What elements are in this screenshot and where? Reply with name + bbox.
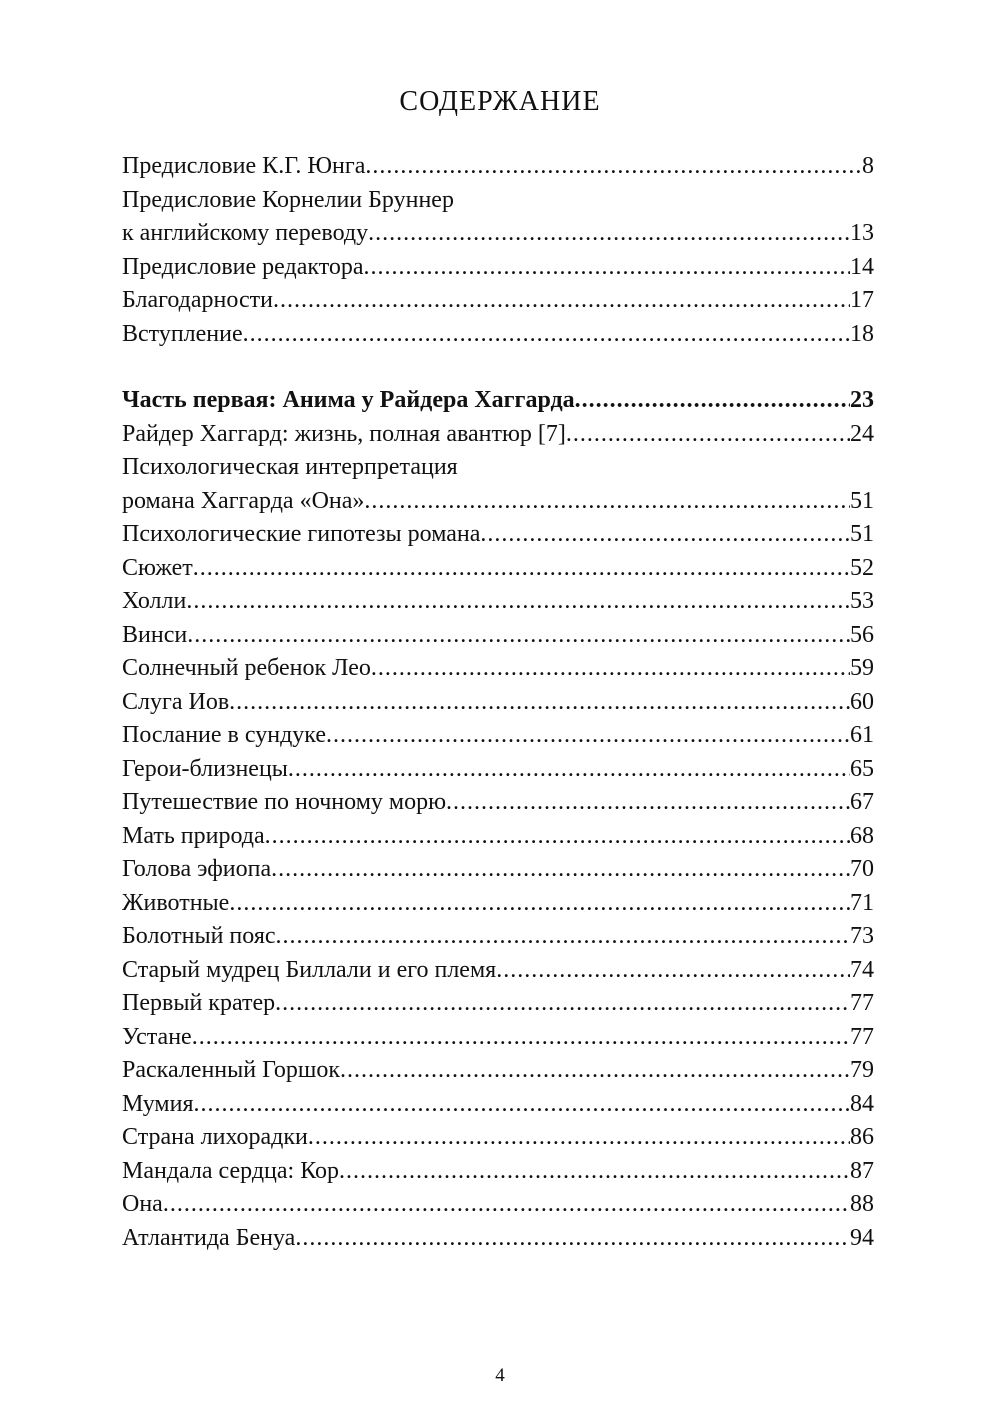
toc-entry[interactable]: [122, 786, 874, 820]
toc-entry[interactable]: [122, 652, 874, 686]
toc-entry-page: 71: [850, 889, 874, 916]
toc-entry-title: Психологическая интерпретация: [122, 454, 458, 480]
toc-entry[interactable]: [122, 1222, 874, 1256]
toc-entry[interactable]: [122, 1155, 874, 1189]
toc-entry-title: Герои-близнецы: [122, 755, 288, 782]
toc-part-heading[interactable]: [122, 384, 874, 418]
toc-entry-page: 17: [850, 287, 874, 313]
toc-entry[interactable]: [122, 1021, 874, 1055]
toc-entry-page: 61: [850, 722, 874, 748]
toc-entry-title: Первый кратер: [122, 990, 276, 1016]
toc-entry-title: Винси: [122, 621, 188, 648]
dot-leader: [308, 1121, 850, 1155]
dot-leader: [229, 887, 850, 921]
toc-entry[interactable]: [122, 1054, 874, 1088]
toc-entry[interactable]: [122, 518, 874, 552]
toc-entry-page: 87: [850, 1157, 874, 1184]
toc-entry-page: 68: [850, 822, 874, 849]
toc-entry-page: 94: [850, 1224, 874, 1251]
toc-entry[interactable]: [122, 251, 874, 285]
toc-entry[interactable]: [122, 853, 874, 887]
dot-leader: [271, 853, 850, 887]
dot-leader: [566, 418, 850, 452]
dot-leader: [186, 585, 850, 619]
dot-leader: [365, 150, 862, 184]
dot-leader: [187, 619, 850, 653]
toc-entry[interactable]: [122, 954, 874, 988]
toc-entry[interactable]: [122, 451, 874, 485]
toc-entry-title: Старый мудрец Биллали и его племя: [122, 956, 497, 983]
dot-leader: [446, 786, 850, 820]
dot-leader: [276, 920, 850, 954]
dot-leader: [163, 1188, 850, 1222]
toc-entry-title: Благодарности: [122, 287, 273, 313]
toc-front-matter: [122, 150, 874, 351]
toc-entry-title: Предисловие редактора: [122, 253, 364, 280]
dot-leader: [326, 719, 850, 753]
toc-entry-page: 67: [850, 789, 874, 815]
dot-leader: [194, 1088, 851, 1122]
toc-entry[interactable]: [122, 753, 874, 787]
toc-entry[interactable]: [122, 1188, 874, 1222]
toc-entry-title: Слуга Иов: [122, 688, 230, 715]
toc-entry[interactable]: [122, 552, 874, 586]
toc-entry-title: Раскаленный Горшок: [122, 1057, 341, 1083]
toc-entry[interactable]: [122, 619, 874, 653]
toc-entry-title: Сюжет: [122, 554, 193, 581]
toc-entry-title: Психологические гипотезы романа: [122, 521, 481, 547]
toc-entry[interactable]: [122, 686, 874, 720]
dot-leader: [339, 1155, 850, 1189]
toc-entry-title: Холли: [122, 588, 187, 614]
toc-entry[interactable]: [122, 585, 874, 619]
toc-entry-page: 88: [850, 1191, 874, 1217]
toc-entry[interactable]: [122, 418, 874, 452]
dot-leader: [229, 686, 850, 720]
dot-leader: [340, 1054, 850, 1088]
toc-entry-title: Послание в сундуке: [122, 722, 326, 748]
toc-entry-page: 8: [862, 153, 874, 179]
dot-leader: [364, 485, 850, 519]
toc-entry[interactable]: [122, 887, 874, 921]
toc-entry-page: 51: [850, 487, 874, 514]
toc-entry-title: Она: [122, 1191, 163, 1217]
toc-entry-page: 52: [850, 554, 874, 581]
dot-leader: [273, 284, 850, 318]
toc-entry-page: 77: [850, 1023, 874, 1050]
dot-leader: [575, 384, 850, 418]
toc-entry-title: Вступление: [122, 320, 243, 347]
dot-leader: [371, 652, 850, 686]
toc-entry-page: 86: [850, 1124, 874, 1150]
page-number: 4: [495, 1365, 505, 1386]
toc-entry[interactable]: [122, 184, 874, 218]
dot-leader: [368, 217, 850, 251]
dot-leader: [295, 1222, 850, 1256]
toc-entry[interactable]: [122, 485, 874, 519]
toc-entry-title: Голова эфиопа: [122, 856, 272, 882]
toc-entry-page: 73: [850, 923, 874, 949]
toc-entry-title: Предисловие Корнелии Бруннер: [122, 186, 454, 213]
dot-leader: [193, 552, 850, 586]
page-title: СОДЕРЖАНИЕ: [399, 86, 601, 117]
toc-entry-page: 84: [850, 1090, 874, 1117]
toc-entry[interactable]: [122, 987, 874, 1021]
toc-entry[interactable]: [122, 1121, 874, 1155]
toc-entry-page: 53: [850, 588, 874, 614]
toc-entry-title: Предисловие К.Г. Юнга: [122, 153, 366, 179]
toc-entry-page: 23: [850, 387, 874, 413]
toc-entry-page: 60: [850, 688, 874, 715]
toc-entry-page: 65: [850, 755, 874, 782]
toc-entry-title: Атлантида Бенуа: [122, 1224, 296, 1251]
toc-entry-title: Райдер Хаггард: жизнь, полная авантюр [7]: [122, 420, 566, 447]
toc-entry[interactable]: [122, 820, 874, 854]
toc-entry-page: 18: [850, 320, 874, 347]
toc-entry[interactable]: [122, 920, 874, 954]
toc-entry-page: 24: [850, 420, 874, 447]
toc-entry-page: 70: [850, 856, 874, 882]
toc-entry[interactable]: [122, 150, 874, 184]
toc-entry-page: 59: [850, 655, 874, 681]
toc-entry[interactable]: [122, 719, 874, 753]
dot-leader: [265, 820, 850, 854]
dot-leader: [364, 251, 850, 285]
toc-entry-page: 14: [850, 253, 874, 280]
toc-entry-title: Солнечный ребенок Лео: [122, 655, 371, 681]
dot-leader: [243, 318, 850, 352]
toc-entry-page: 13: [850, 220, 874, 246]
toc-entry-title: Мать природа: [122, 822, 265, 849]
toc-entry-title: романа Хаггарда «Она»: [122, 487, 365, 514]
toc-entry[interactable]: [122, 318, 874, 352]
toc-entry-title: Путешествие по ночному морю: [122, 789, 446, 815]
toc-entry[interactable]: [122, 284, 874, 318]
toc-entry-page: 79: [850, 1057, 874, 1083]
toc-entry-title: Устане: [122, 1023, 192, 1050]
toc-entry-page: 74: [850, 956, 874, 983]
toc-entry-page: 77: [850, 990, 874, 1016]
toc-entry-title: Животные: [122, 889, 230, 916]
toc-entry-page: 51: [850, 521, 874, 547]
dot-leader: [192, 1021, 850, 1055]
dot-leader: [275, 987, 850, 1021]
toc-entry-title: Страна лихорадки: [122, 1124, 308, 1150]
dot-leader: [288, 753, 850, 787]
dot-leader: [480, 518, 850, 552]
toc-entry-title: Часть первая: Анима у Райдера Хаггарда: [122, 387, 575, 413]
toc-entry-title: Болотный пояс: [122, 923, 276, 949]
toc-part-one: [122, 384, 874, 1255]
dot-leader: [496, 954, 850, 988]
toc-entry[interactable]: [122, 1088, 874, 1122]
toc-entry-page: 56: [850, 621, 874, 648]
toc-entry[interactable]: [122, 217, 874, 251]
toc-entry-title: Мандала сердца: Кор: [122, 1157, 340, 1184]
toc-entry-title: к английскому переводу: [122, 220, 369, 246]
toc-entry-title: Мумия: [122, 1090, 194, 1117]
